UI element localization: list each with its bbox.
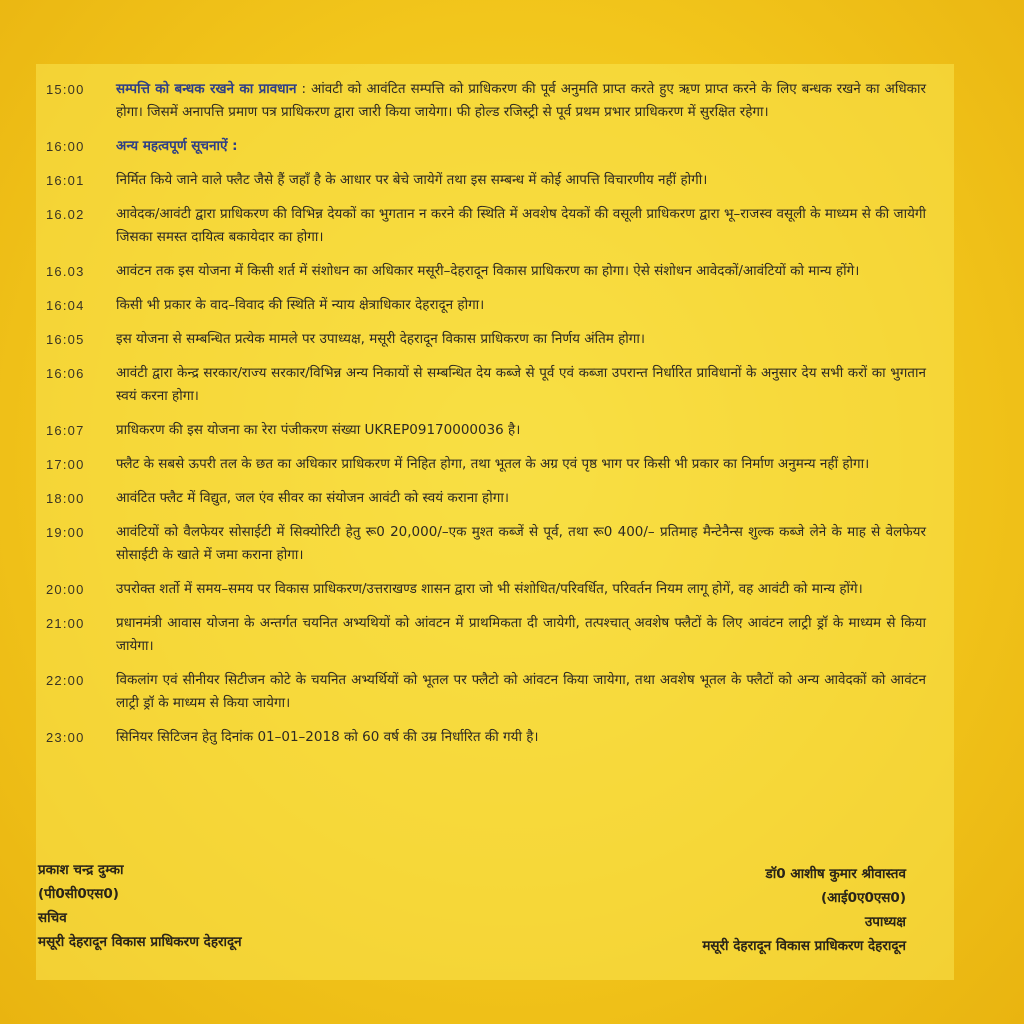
clause-text <box>116 328 926 351</box>
clause-text <box>116 260 926 283</box>
clause-number: 16:04 <box>46 298 85 313</box>
clause-body: उपरोक्त शर्तो में समय–समय पर विकास प्राधिकरण/उत्तराखण्ड शासन द्वारा जो भी संशोधित/परिवर्धित, परिवर्तन नियम लागू होगें, वह आवंटी को मान्य होंगे। <box>116 581 863 597</box>
clause-body: सिनियर सिटिजन हेतु दिनांक 01–01–2018 को 60 वर्ष की उम्र निर्धारित की गयी है। <box>116 729 539 745</box>
clause-number: 16:00 <box>46 139 85 154</box>
clause-number: 18:00 <box>46 491 85 506</box>
clause-heading: अन्य महत्वपूर्ण सूचनाऐं : <box>116 138 238 154</box>
clause-number: 21:00 <box>46 616 85 631</box>
clause-body: आवेदक/आवंटी द्वारा प्राधिकरण की विभिन्न देयकों का भुगतान न करने की स्थिति में अवशेष देयकों की वसूली प्राधिकरण द्वारा भू–राजस्व वसूली के माध्यम से की जायेगी जिसका समस्त दायित्व बकायेदार का होगा। <box>116 206 926 245</box>
signatory-designation: सचिव <box>38 910 67 926</box>
clause-number: 23:00 <box>46 730 85 745</box>
clause-number: 19:00 <box>46 525 85 540</box>
clause-item <box>46 135 926 158</box>
clause-body: फ्लैट के सबसे ऊपरी तल के छत का अधिकार प्राधिकरण में निहित होगा, तथा भूतल के अग्र एवं पृष्ठ भाग पर किसी भी प्रकार का निर्माण अनुमन्य नहीं होगा। <box>116 456 870 472</box>
clause-text <box>116 135 926 158</box>
clause-text <box>116 521 926 567</box>
clause-item <box>46 578 926 601</box>
clause-text <box>116 203 926 249</box>
clause-body: आवंटन तक इस योजना में किसी शर्त में संशोधन का अधिकार मसूरी–देहरादून विकास प्राधिकरण का होगा। ऐसे संशोधन आवेदकों/आवंटियों को मान्य होंगे। <box>116 263 860 279</box>
clause-number: 15:00 <box>46 82 85 97</box>
clause-item <box>46 487 926 510</box>
clause-number: 22:00 <box>46 673 85 688</box>
clause-number: 17:00 <box>46 457 85 472</box>
clause-text <box>116 487 926 510</box>
clause-heading: सम्पत्ति को बन्धक रखने का प्रावधान <box>116 81 297 97</box>
clause-text <box>116 578 926 601</box>
clause-body: इस योजना से सम्बन्धित प्रत्येक मामले पर उपाध्यक्ष, मसूरी देहरादून विकास प्राधिकरण का निर्णय अंतिम होगा। <box>116 331 646 347</box>
clause-body: प्राधिकरण की इस योजना का रेरा पंजीकरण संख्या UKREP09170000036 है। <box>116 422 521 438</box>
clause-item <box>46 521 926 567</box>
clause-text <box>116 78 926 124</box>
clause-item <box>46 328 926 351</box>
clause-item <box>46 726 926 749</box>
signature-right <box>702 862 906 958</box>
clause-text <box>116 362 926 408</box>
clause-text <box>116 612 926 658</box>
signatory-designation: उपाध्यक्ष <box>864 914 906 930</box>
clause-number: 16:01 <box>46 173 85 188</box>
signatory-org: मसूरी देहरादून विकास प्राधिकरण देहरादून <box>38 934 242 950</box>
clause-item <box>46 612 926 658</box>
clause-text <box>116 726 926 749</box>
clause-text <box>116 453 926 476</box>
clause-number: 16.03 <box>46 264 85 279</box>
clause-item <box>46 169 926 192</box>
clause-number: 20:00 <box>46 582 85 597</box>
clause-text <box>116 419 926 442</box>
signatory-name: डॉ0 आशीष कुमार श्रीवास्तव <box>765 866 906 882</box>
clause-body: आवंटित फ्लैट में विद्युत, जल एंव सीवर का संयोजन आवंटी को स्वयं कराना होगा। <box>116 490 509 506</box>
clause-number: 16:07 <box>46 423 85 438</box>
clause-number: 16.02 <box>46 207 85 222</box>
clause-body: विकलांग एवं सीनीयर सिटीजन कोटे के चयनित अभ्यर्थियों को भूतल पर फ्लैटो को आंवटन किया जायेगा, तथा अवशेष भूतल के फ्लैटों को अन्य आवेदकों को आवंटन लाट्री ड्रॉ के माध्यम से किया जायेगा। <box>116 672 926 711</box>
clause-body: निर्मित किये जाने वाले फ्लैट जैसे हैं जहाँ है के आधार पर बेचे जायेगें तथा इस सम्बन्ध में कोई आपत्ति विचारणीय नहीं होगी। <box>116 172 708 188</box>
clause-text <box>116 669 926 715</box>
signature-left <box>38 858 242 954</box>
clause-number: 16:06 <box>46 366 85 381</box>
clause-body: आवंटियों को वैलफेयर सोसाईटी में सिक्योरिटी हेतु रू0 20,000/–एक मुश्त कब्जें से पूर्व, तथा रू0 400/– प्रतिमाह मैन्टेनैन्स शुल्क कब्जे लेने के माह से वेलफेयर सोसाईटी के खाते में जमा कराना होगा। <box>116 524 926 563</box>
clause-item <box>46 203 926 249</box>
clause-item <box>46 419 926 442</box>
clause-body: : आंवटी को आवंटित सम्पत्ति को प्राधिकरण की पूर्व अनुमति प्राप्त करते हुए ऋण प्राप्त करने के लिए बन्धक रखने का अधिकार होगा। जिसमें अनापत्ति प्रमाण पत्र प्राधिकरण द्वारा जारी किया जायेगा। फी होल्ड रजिस्ट्री से पूर्व प्रथम प्रभार प्राधिकरण में सुरक्षित रहेगा। <box>116 81 927 120</box>
clause-body: प्रधानमंत्री आवास योजना के अन्तर्गत चयनित अभ्यथियों को आंवटन में प्राथमिकता दी जायेगी, तत्पश्चात् अवशेष फ्लैटों के लिए आवंटन लाट्री ड्रॉ के माध्यम से किया जायेगा। <box>116 615 926 654</box>
clause-body: किसी भी प्रकार के वाद–विवाद की स्थिति में न्याय क्षेत्राधिकार देहरादून होगा। <box>116 297 485 313</box>
clause-item <box>46 453 926 476</box>
clause-item <box>46 294 926 317</box>
clause-text <box>116 294 926 317</box>
signatory-service: (आई0ए0एस0) <box>820 890 906 906</box>
clause-item <box>46 260 926 283</box>
signatory-service: (पी0सी0एस0) <box>38 886 119 902</box>
clause-list <box>46 78 926 760</box>
clause-item <box>46 669 926 715</box>
signatory-name: प्रकाश चन्द्र दुम्का <box>38 862 124 878</box>
clause-text <box>116 169 926 192</box>
signatory-org: मसूरी देहरादून विकास प्राधिकरण देहरादून <box>702 938 906 954</box>
clause-body: आवंटी द्वारा केन्द्र सरकार/राज्य सरकार/विभिन्न अन्य निकायों से सम्बन्धित देय कब्जे से पूर्व एवं कब्जा उपरान्त निर्धारित प्राविधानों के अनुसार देय सभी करों का भुगतान स्वयं करना होगा। <box>116 365 926 404</box>
clause-item <box>46 78 926 124</box>
clause-item <box>46 362 926 408</box>
clause-number: 16:05 <box>46 332 85 347</box>
